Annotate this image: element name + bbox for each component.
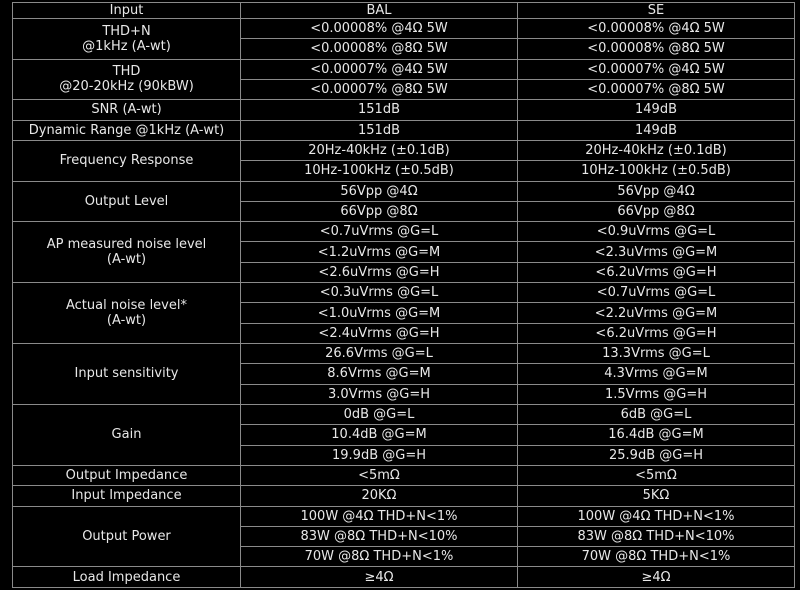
bal-value: <5mΩ [241,465,518,485]
parameter-label-line: THD [112,64,141,80]
parameter-label [13,19,241,60]
parameter-label-line: Input Impedance [71,488,182,504]
se-value: 6dB @G=L [518,404,795,424]
parameter-label [13,567,241,588]
bal-value: 66Vpp @8Ω [241,201,518,221]
parameter-label [13,120,241,140]
bal-value: 70W @8Ω THD+N<1% [241,547,518,567]
bal-value: <2.6uVrms @G=H [241,262,518,282]
se-value: ≥4Ω [518,567,795,588]
se-value: 149dB [518,100,795,120]
se-value: 1.5Vrms @G=H [518,384,795,404]
parameter-label-line: Output Power [82,528,171,544]
se-value: 25.9dB @G=H [518,445,795,465]
table-row [13,344,795,364]
bal-value: 19.9dB @G=H [241,445,518,465]
se-value: <5mΩ [518,465,795,485]
bal-value: 151dB [241,100,518,120]
bal-value: 151dB [241,120,518,140]
bal-value: <2.4uVrms @G=H [241,323,518,343]
bal-value: 8.6Vrms @G=M [241,364,518,384]
se-value: <6.2uVrms @G=H [518,262,795,282]
spec-table [12,2,795,588]
se-value: <2.2uVrms @G=M [518,303,795,323]
se-value: <0.9uVrms @G=L [518,222,795,242]
parameter-label-line: Actual noise level* [66,298,187,314]
se-value: 70W @8Ω THD+N<1% [518,547,795,567]
parameter-label-line: Output Level [84,193,169,209]
bal-value: <1.0uVrms @G=M [241,303,518,323]
se-value: 20Hz-40kHz (±0.1dB) [518,140,795,160]
se-value: 4.3Vrms @G=M [518,364,795,384]
table-row [13,19,795,39]
table-row [13,100,795,120]
parameter-label-line: AP measured noise level [46,237,207,253]
parameter-label [13,404,241,465]
se-value: <0.00007% @4Ω 5W [518,59,795,79]
bal-value: <0.00007% @4Ω 5W [241,59,518,79]
parameter-label-line: (A-wt) [106,252,147,268]
parameter-label [13,100,241,120]
bal-value: ≥4Ω [241,567,518,588]
parameter-label-line: Load Impedance [72,569,181,585]
parameter-label-line: Dynamic Range @1kHz (A-wt) [28,122,225,138]
table-row [13,465,795,485]
bal-value: <0.3uVrms @G=L [241,283,518,303]
parameter-label-line: THD+N [102,23,151,39]
table-row [13,222,795,242]
table-row [13,181,795,201]
table-row [13,486,795,506]
se-value: <2.3uVrms @G=M [518,242,795,262]
se-value: 10Hz-100kHz (±0.5dB) [518,161,795,181]
table-row [13,59,795,79]
parameter-label-line: Gain [111,427,142,443]
se-value: <0.00008% @4Ω 5W [518,19,795,39]
bal-value: <0.00008% @4Ω 5W [241,19,518,39]
parameter-label [13,222,241,283]
bal-value: 20Hz-40kHz (±0.1dB) [241,140,518,160]
bal-value: <0.00007% @8Ω 5W [241,79,518,99]
parameter-label [13,344,241,405]
parameter-label-line: (A-wt) [106,313,147,329]
bal-value: 10.4dB @G=M [241,425,518,445]
parameter-label [13,465,241,485]
table-row [13,140,795,160]
bal-value: 100W @4Ω THD+N<1% [241,506,518,526]
bal-value: 56Vpp @4Ω [241,181,518,201]
bal-value: <0.00008% @8Ω 5W [241,39,518,59]
bal-value: 3.0Vrms @G=H [241,384,518,404]
se-value: <0.00008% @8Ω 5W [518,39,795,59]
table-row [13,506,795,526]
parameter-label-line: Output Impedance [65,468,188,484]
se-value: 149dB [518,120,795,140]
table-row [13,404,795,424]
bal-value: 20KΩ [241,486,518,506]
se-value: 16.4dB @G=M [518,425,795,445]
parameter-label-line: SNR (A-wt) [91,102,162,118]
header-se: SE [518,3,795,19]
bal-value: <1.2uVrms @G=M [241,242,518,262]
parameter-label-line: Input sensitivity [74,366,179,382]
parameter-label-line: @20-20kHz (90kBW) [59,79,194,95]
se-value: 83W @8Ω THD+N<10% [518,526,795,546]
header-bal: BAL [241,3,518,19]
bal-value: 0dB @G=L [241,404,518,424]
se-value: 13.3Vrms @G=L [518,344,795,364]
table-row [13,120,795,140]
parameter-label [13,283,241,344]
parameter-label [13,181,241,222]
parameter-label [13,506,241,567]
header-row [13,3,795,19]
bal-value: 83W @8Ω THD+N<10% [241,526,518,546]
table-row [13,567,795,588]
se-value: <0.00007% @8Ω 5W [518,79,795,99]
parameter-label [13,140,241,181]
bal-value: 26.6Vrms @G=L [241,344,518,364]
se-value: 56Vpp @4Ω [518,181,795,201]
parameter-label-line: Frequency Response [59,153,194,169]
header-input: Input [13,3,241,19]
se-value: 66Vpp @8Ω [518,201,795,221]
se-value: <0.7uVrms @G=L [518,283,795,303]
se-value: 5KΩ [518,486,795,506]
parameter-label [13,486,241,506]
bal-value: 10Hz-100kHz (±0.5dB) [241,161,518,181]
se-value: 100W @4Ω THD+N<1% [518,506,795,526]
se-value: <6.2uVrms @G=H [518,323,795,343]
table-row [13,283,795,303]
parameter-label-line: @1kHz (A-wt) [82,38,171,54]
parameter-label [13,59,241,100]
spec-body [13,19,795,588]
bal-value: <0.7uVrms @G=L [241,222,518,242]
